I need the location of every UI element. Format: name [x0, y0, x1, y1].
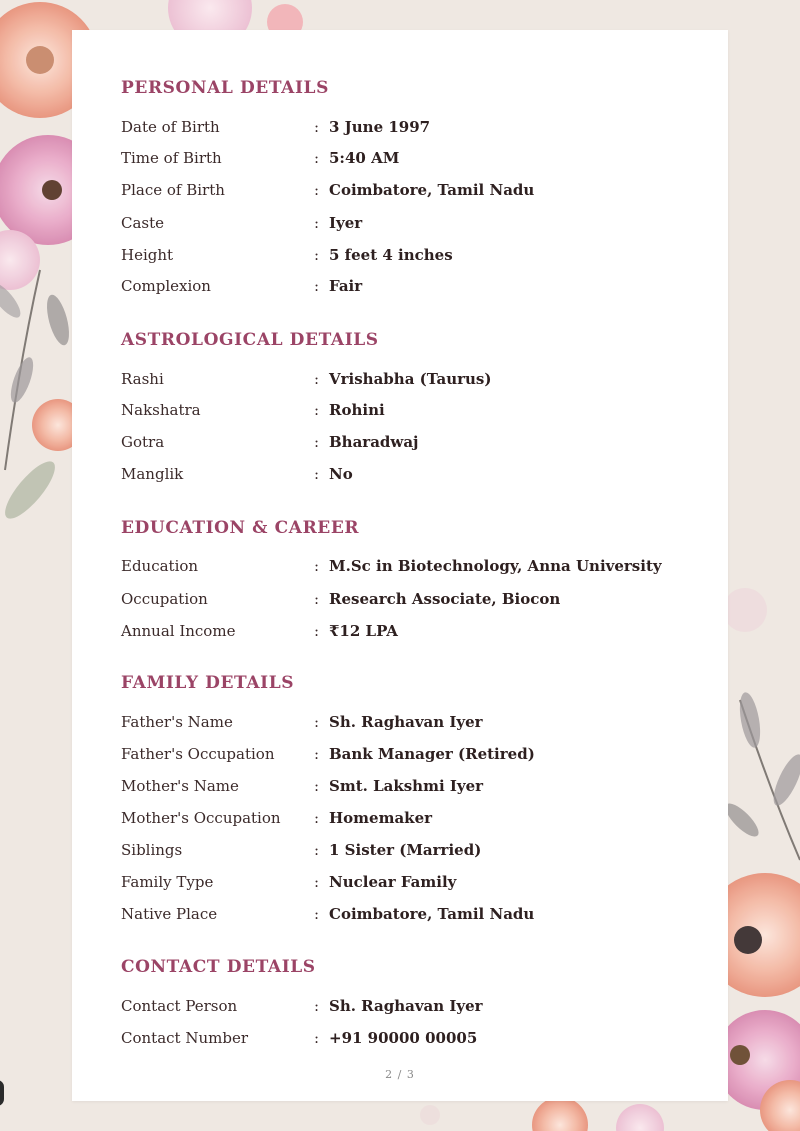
row-separator: :	[314, 905, 320, 923]
row-separator: :	[314, 401, 320, 419]
row-separator: :	[314, 745, 320, 763]
row-separator: :	[314, 149, 320, 167]
row-label: Contact Number	[121, 1029, 248, 1047]
row-label: Education	[121, 557, 199, 575]
row-value: Smt. Lakshmi Iyer	[329, 777, 484, 795]
row-label: Father's Name	[121, 713, 233, 731]
row-separator: :	[314, 246, 320, 264]
row-label: Date of Birth	[121, 118, 220, 136]
row-separator: :	[314, 997, 320, 1015]
row-separator: :	[314, 873, 320, 891]
section-title-astrological: ASTROLOGICAL DETAILS	[121, 330, 379, 350]
row-time-of-birth	[121, 147, 691, 169]
row-value: Coimbatore, Tamil Nadu	[329, 905, 535, 923]
row-separator: :	[314, 809, 320, 827]
row-mothers-occupation	[121, 807, 691, 829]
row-fathers-occupation	[121, 743, 691, 765]
row-rashi	[121, 368, 691, 390]
row-value: +91 90000 00005	[329, 1029, 478, 1047]
row-separator: :	[314, 433, 320, 451]
row-label: Mother's Name	[121, 777, 239, 795]
row-label: Siblings	[121, 841, 183, 859]
row-label: Father's Occupation	[121, 745, 275, 763]
row-native-place	[121, 903, 691, 925]
row-occupation	[121, 588, 691, 610]
row-separator: :	[314, 557, 320, 575]
row-label: Family Type	[121, 873, 214, 891]
row-place-of-birth	[121, 179, 691, 201]
row-label: Height	[121, 246, 174, 264]
profile-page	[72, 30, 728, 1101]
row-label: Manglik	[121, 465, 184, 483]
row-label: Occupation	[121, 590, 208, 608]
row-value: Sh. Raghavan Iyer	[329, 997, 483, 1015]
row-label: Mother's Occupation	[121, 809, 281, 827]
row-value: ₹12 LPA	[329, 622, 398, 640]
row-value: Fair	[329, 277, 363, 295]
row-label: Complexion	[121, 277, 211, 295]
row-siblings	[121, 839, 691, 861]
row-label: Native Place	[121, 905, 218, 923]
section-title-contact: CONTACT DETAILS	[121, 957, 316, 977]
row-value: Bank Manager (Retired)	[329, 745, 535, 763]
row-label: Contact Person	[121, 997, 238, 1015]
row-height	[121, 244, 691, 266]
section-title-personal: PERSONAL DETAILS	[121, 78, 329, 98]
row-label: Rashi	[121, 370, 164, 388]
row-value: Sh. Raghavan Iyer	[329, 713, 483, 731]
row-family-type	[121, 871, 691, 893]
row-value: Rohini	[329, 401, 385, 419]
row-label: Annual Income	[121, 622, 236, 640]
row-separator: :	[314, 465, 320, 483]
row-label: Gotra	[121, 433, 165, 451]
row-value: 1 Sister (Married)	[329, 841, 482, 859]
row-value: Bharadwaj	[329, 433, 419, 451]
row-value: 3 June 1997	[329, 118, 431, 136]
row-separator: :	[314, 118, 320, 136]
row-value: Vrishabha (Taurus)	[329, 370, 492, 388]
section-title-education: EDUCATION & CAREER	[121, 518, 360, 538]
row-separator: :	[314, 713, 320, 731]
row-contact-person	[121, 995, 691, 1017]
row-separator: :	[314, 277, 320, 295]
row-separator: :	[314, 841, 320, 859]
row-education	[121, 555, 691, 577]
row-caste	[121, 212, 691, 234]
row-value: 5:40 AM	[329, 149, 400, 167]
row-label: Caste	[121, 214, 165, 232]
row-value: Nuclear Family	[329, 873, 457, 891]
row-separator: :	[314, 622, 320, 640]
row-mothers-name	[121, 775, 691, 797]
row-separator: :	[314, 590, 320, 608]
row-separator: :	[314, 370, 320, 388]
row-label: Nakshatra	[121, 401, 201, 419]
row-gotra	[121, 431, 691, 453]
row-separator: :	[314, 1029, 320, 1047]
row-separator: :	[314, 181, 320, 199]
row-complexion	[121, 275, 691, 297]
row-value: No	[329, 465, 353, 483]
row-manglik	[121, 463, 691, 485]
row-nakshatra	[121, 399, 691, 421]
row-value: 5 feet 4 inches	[329, 246, 453, 264]
page-indicator: 2 / 3	[385, 1068, 415, 1081]
row-label: Time of Birth	[121, 149, 222, 167]
row-value: Iyer	[329, 214, 363, 232]
row-separator: :	[314, 777, 320, 795]
row-value: M.Sc in Biotechnology, Anna University	[329, 557, 662, 575]
row-value: Homemaker	[329, 809, 433, 827]
row-contact-number	[121, 1027, 691, 1049]
row-value: Research Associate, Biocon	[329, 590, 561, 608]
section-title-family: FAMILY DETAILS	[121, 673, 295, 693]
row-separator: :	[314, 214, 320, 232]
row-label: Place of Birth	[121, 181, 225, 199]
row-fathers-name	[121, 711, 691, 733]
row-date-of-birth	[121, 116, 691, 138]
row-annual-income	[121, 620, 691, 642]
row-value: Coimbatore, Tamil Nadu	[329, 181, 535, 199]
